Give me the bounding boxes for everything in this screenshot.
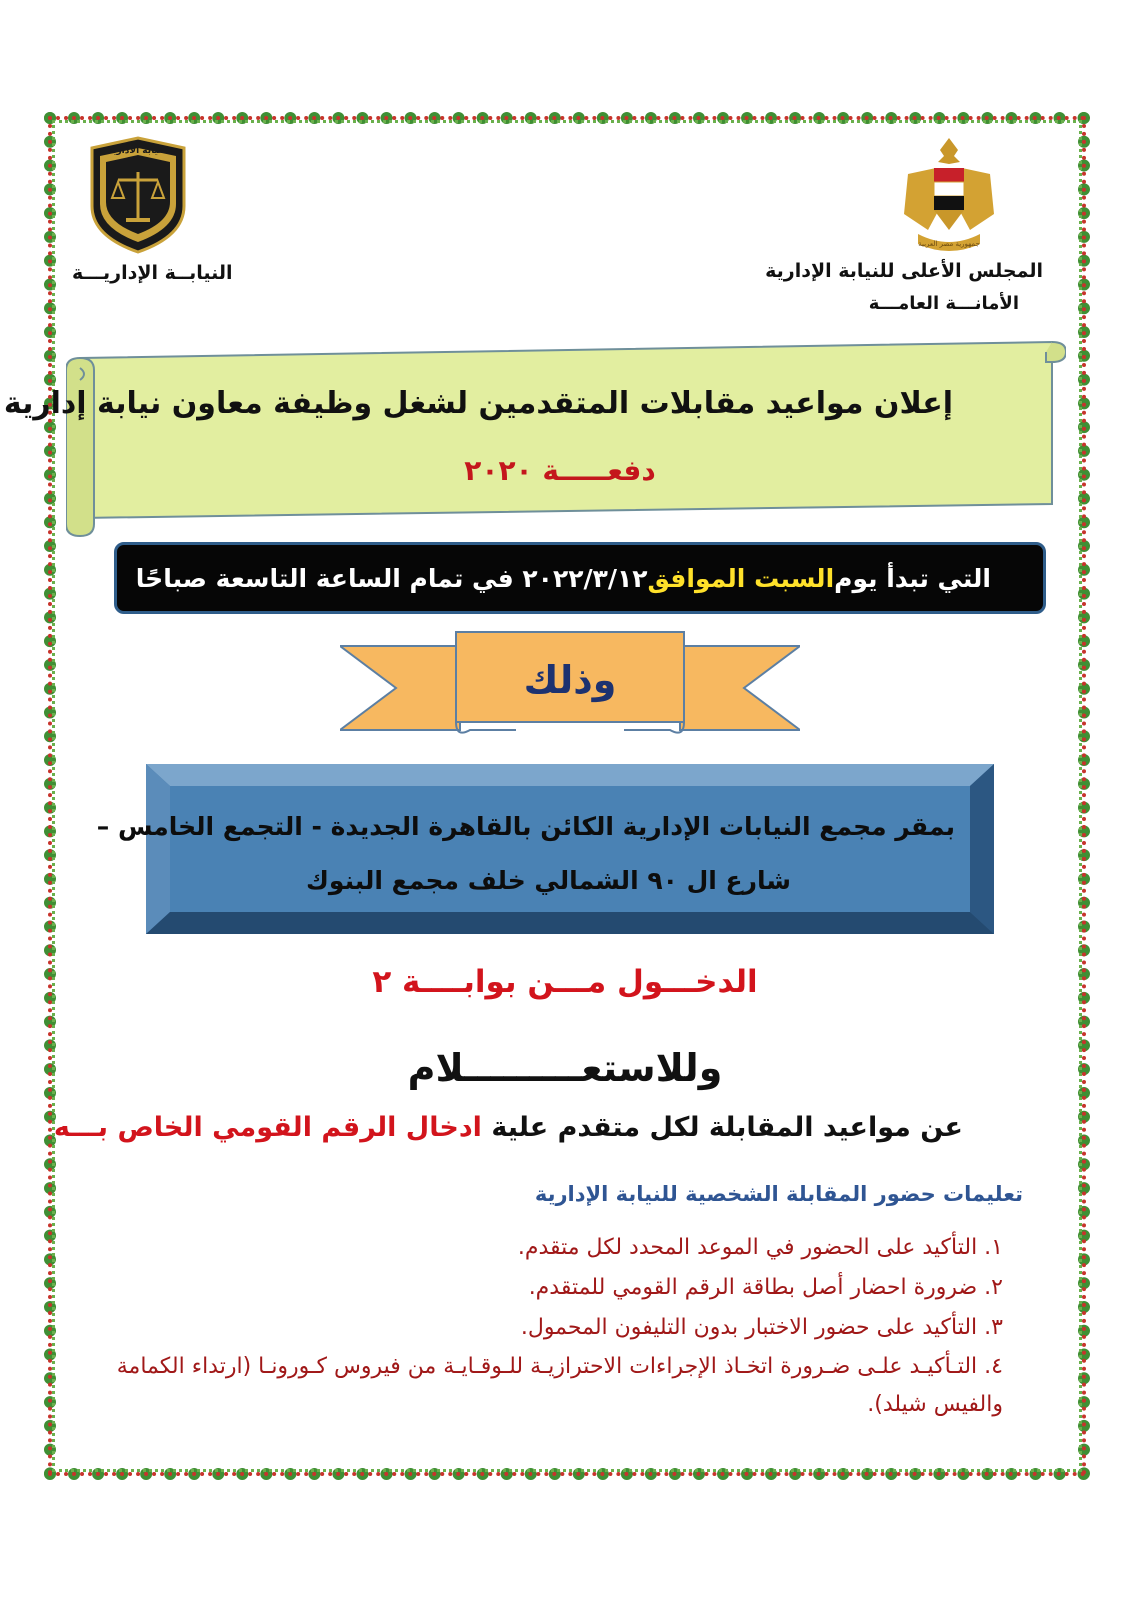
location-box: [146, 764, 994, 934]
date-text-end: ٢٠٢٢/٣/١٢ في تمام الساعة التاسعة صباحًا: [135, 563, 648, 593]
administrative-prosecution-shield-icon: [88, 136, 188, 254]
ribbon-label: وذلك: [523, 658, 617, 702]
instructions-list: [103, 1228, 1003, 1424]
instruction-item: ١. التأكيد على الحضور في الموعد المحدد لكل متقدم.: [517, 1235, 1003, 1260]
instruction-item: ٤. التـأكيـد علـى ضـرورة اتخـاذ الإجراءات الاحترازيـة للـوقـايـة من فيروس كـورونـا (ارتداء الكمامة والفيس شيلد).: [116, 1354, 1003, 1417]
prosecution-name: النيابــة الإداريـــة: [72, 262, 233, 284]
eagle-banner-text: جمهورية مصر العربية: [918, 240, 980, 248]
secretariat-name: الأمانـــة العامـــة: [868, 293, 1019, 314]
location-line-1: بمقر مجمع النيابات الإدارية الكائن بالقاهرة الجديدة - التجمع الخامس –: [96, 812, 955, 841]
scroll-banner: [66, 334, 1066, 540]
instruction-item: ٣. التأكيد على حضور الاختبار بدون التليفون المحمول.: [520, 1315, 1003, 1340]
egypt-eagle-emblem-icon: [898, 134, 1000, 258]
announcement-title: إعلان مواعيد مقابلات المتقدمين لشغل وظيفة معاون نيابة إدارية: [3, 386, 953, 421]
date-weekday-highlight: السبت الموافق: [647, 563, 835, 593]
batch-year: دفعـــــة ٢٠٢٠: [464, 454, 656, 487]
entry-gate: الدخـــول مـــن بوابــــة ٢: [372, 964, 758, 1000]
inquiry-heading: وللاستعـــــــــلام: [407, 1046, 723, 1090]
location-line-2: شارع ال ٩٠ الشمالي خلف مجمع البنوك: [306, 866, 791, 895]
council-name: المجلس الأعلى للنيابة الإدارية: [765, 260, 1043, 282]
instruction-item: ٢. ضرورة احضار أصل بطاقة الرقم القومي للمتقدم.: [528, 1275, 1003, 1300]
start-date-bar: [114, 542, 1046, 614]
inquiry-national-id-note: ادخال الرقم القومي الخاص بـــه: [53, 1112, 482, 1143]
date-text-start: التي تبدأ يوم: [834, 563, 991, 593]
instructions-title: تعليمات حضور المقابلة الشخصية للنيابة الإدارية: [534, 1182, 1023, 1206]
inquiry-detail-text: عن مواعيد المقابلة لكل متقدم علية: [481, 1112, 963, 1143]
shield-text: النيابة الادارية: [107, 146, 169, 156]
inquiry-detail: [54, 1112, 963, 1143]
